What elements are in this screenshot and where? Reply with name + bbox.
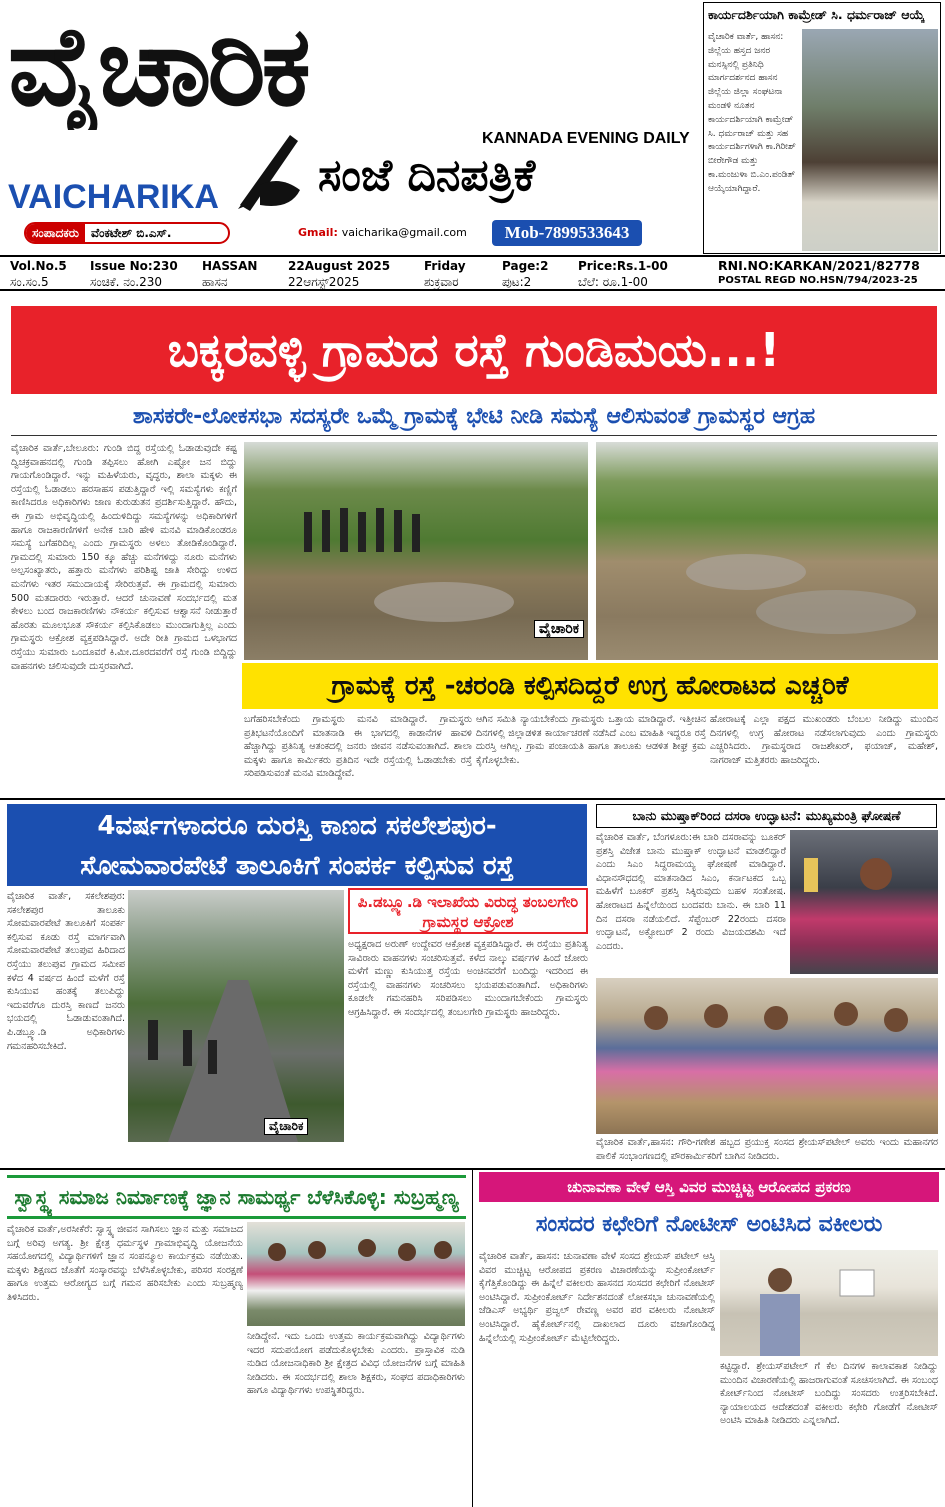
page-kn: ಪುಟ:2 (502, 275, 532, 289)
secretary-portrait (802, 29, 938, 251)
editor-badge (24, 222, 230, 244)
story1-column-4: ಹೋರಾಟಕ್ಕೆ ಎಲ್ಲಾ ಪಕ್ಷದ ಮುಖಂಡರು ಬೆಂಬಲ ನೀಡಿದ್ದು ಮುಂದಿನ ದಿನಗಳಲ್ಲಿ ಉಗ್ರ ಹೋರಾಟ ನಡೆಸಲಾಗುವುದು ಎಂದು ಗ್ರಾಮಸ್ಥರು ಎಚ್ಚರಿಸಿದರು. ಗ್ರಾಮಸ್ಥರಾದ ರಾಜಶೇಖರ್, ಫಯಾಜ್, ಮಹೇಶ್, ನಾಗರಾಜ್ ಮತ್ತಿತರರು ಹಾಜರಿದ್ದರು. (710, 714, 938, 766)
story4-column-1: ವೈಚಾರಿಕ ವಾರ್ತೆ,ಅರಸೀಕೆರೆ: ಸ್ವಾಸ್ಥ್ಯ ಜೀವನ ಸಾಗಿಸಲು ಜ್ಞಾನ ಮತ್ತು ಸಮಾಜದ ಬಗ್ಗೆ ಅರಿವು ಅಗತ್ಯ. ಶ್ರೀ ಕ್ಷೇತ್ರ ಧರ್ಮಸ್ಥಳ ಗ್ರಾಮಾಭಿವೃದ್ಧಿ ಯೋಜನೆಯ ಸಹಯೋಗದಲ್ಲಿ ವಿದ್ಯಾರ್ಥಿಗಳಿಗೆ ಜ್ಞಾನ ಸಂಪನ್ಮೂಲ ಕಾರ್ಯಕ್ರಮ ನಡೆಯಿತು. ಮಕ್ಕಳು ಶಿಕ್ಷಣದ ಜೊತೆಗೆ ಸಂಸ್ಕಾರವನ್ನು ಬೆಳೆಸಿಕೊಳ್ಳಬೇಕು, ಪರಿಸರ ಸಂರಕ್ಷಣೆ ಹಾಗೂ ಉತ್ತಮ ಆರೋಗ್ಯದ ಬಗ್ಗೆ ಗಮನ ಹರಿಸಬೇಕು ಎಂದು ಸುಬ್ರಹ್ಮಣ್ಯ ತಿಳಿಸಿದರು. (7, 1224, 243, 1303)
secretary-headline: ಕಾರ್ಯದರ್ಶಿಯಾಗಿ ಕಾಮ್ರೇಡ್ ಸಿ. ಧರ್ಮರಾಜ್ ಆಯ್ಕೆ (708, 7, 925, 22)
secretary-text: ವೈಚಾರಿಕ ವಾರ್ತೆ, ಹಾಸನ: ಜಿಲ್ಲೆಯ ಹಸ್ತದ ಜನರ ಮನಸ್ಸಿನಲ್ಲಿ ಪ್ರತಿನಿಧಿ ಮಾರ್ಗದರ್ಶನದ ಹಾಸನ ಜಿಲ್ಲೆಯ ಜಿಲ್ಲಾ ಸಂಘಟನಾ ಮಂಡಳಿ ನೂತನ ಕಾರ್ಯದರ್ಶಿಯಾಗಿ ಕಾಮ್ರೇಡ್ ಸಿ. ಧರ್ಮರಾಜ್ ಮತ್ತು ಸಹ ಕಾರ್ಯದರ್ಶಿಗಳಾಗಿ ಕಾ.ಗಿರೀಶ್ ಬೀರೇಗೌಡ ಮತ್ತು ಕಾ.ಮಂಜುಳಾ ಬಿ.ಎಂ.ಪಂಡಿತ್ ಆಯ್ಕೆಯಾಗಿದ್ದಾರೆ. (708, 32, 796, 194)
story2-headline-line1: 4ವರ್ಷಗಳಾದರೂ ದುರಸ್ತಿ ಕಾಣದ ಸಕಲೇಶಪುರ- (97, 811, 497, 841)
story3-headline: ಬಾನು ಮುಷ್ತಾಕ್‌ರಿಂದ ದಸರಾ ಉದ್ಘಾಟನೆ: ಮುಖ್ಯಮಂತ್ರಿ ಘೋಷಣೆ (596, 804, 937, 828)
story1-column-2: ಬಗೆಹರಿಸಬೇಕೆಂದು ಗ್ರಾಮಸ್ಥರು ಮನವಿ ಮಾಡಿದ್ದಾರೆ. ಗ್ರಾಮಸ್ಥರು ಪ್ರತಿಭಟನೆಯೊಂದಿಗೆ ಮಾತನಾಡಿ ಈ ಭಾಗದಲ್ಲಿ ಕಾಡಾನೆಗಳ ಹಾವಳಿ ಹೆಚ್ಚಾಗಿದ್ದು ಪ್ರತಿನಿತ್ಯ ಆತಂಕದಲ್ಲಿ ಜನರು ಜೀವನ ನಡೆಸುವಂತಾಗಿದೆ. ಶಾಲಾ ಮಕ್ಕಳು ಹಾಗೂ ಕಾರ್ಮಿಕರು ಪ್ರತಿದಿನ ಇದೇ ರಸ್ತೆಯಲ್ಲಿ ಓಡಾಡಬೇಕು ರಸ್ತೆ ಸರಿಪಡಿಸುವಂತೆ ಮನವಿ ಮಾಡಿದ್ದೇವೆ. (244, 714, 472, 780)
story5-column-1: ವೈಚಾರಿಕ ವಾರ್ತೆ, ಹಾಸನ: ಚುನಾವಣಾ ವೇಳೆ ಸಂಸದ ಶ್ರೇಯಸ್ ಪಟೇಲ್ ಆಸ್ತಿ ವಿವರ ಮುಚ್ಚಿಟ್ಟ ಆರೋಪದ ಪ್ರಕರಣ ವಿಚಾರಣೆಯನ್ನು ಸುಪ್ರೀಂಕೋರ್ಟ್ ಕೈಗೆತ್ತಿಕೊಂಡಿದ್ದು ಈ ಹಿನ್ನೆಲೆ ವಕೀಲರು ಹಾಸನದ ಸಂಸದರ ಕಛೇರಿಗೆ ನೋಟೀಸ್ ಅಂಟಿಸಿದ್ದಾರೆ. ಸುಪ್ರೀಂಕೋರ್ಟ್ ನಿರ್ದೇಶನದಂತೆ ಲೋಕಸಭಾ ಚುನಾವಣೆಯಲ್ಲಿ ಜೆಡಿಎಸ್ ಅಭ್ಯರ್ಥಿ ಪ್ರಜ್ವಲ್ ರೇವಣ್ಣ ಅವರ ಪರ ವಕೀಲರು ನೋಟೀಸ್ ಅಂಟಿಸಿದ್ದಾರೆ. ಹೈಕೋರ್ಟ್‌ನಲ್ಲಿ ದಾಖಲಾದ ದೂರು ವಜಾಗೊಂಡಿದ್ದ ಹಿನ್ನೆಲೆಯಲ್ಲಿ ಸುಪ್ರೀಂಕೋರ್ಟ್ ಮೆಟ್ಟಿಲೇರಿದ್ದರು. (479, 1251, 715, 1344)
vol-en: Vol.No.5 (10, 259, 67, 273)
place-en: HASSAN (202, 259, 258, 273)
story1-column-3: ಆಗಿನ ಸಮಿತಿ ನ್ಯಾಯಬೇಕೆಂದು ಗ್ರಾಮಸ್ಥರು ಒತ್ತಾಯ ಮಾಡಿದ್ದಾರೆ. ಇತ್ತೀಚಿನ ದಿನಗಳಲ್ಲಿ ಜಿಲ್ಲಾಡಳಿತ ಕಾರ್ಯಾಚರಣೆ ನಡೆಸಿದೆ ಎಂಬ ಮಾಹಿತಿ ಇದ್ದರೂ ರಸ್ತೆ ದುರಸ್ತಿ ಆಗಿಲ್ಲ. ಗ್ರಾಮ ಪಂಚಾಯತಿ ಹಾಗೂ ತಾಲೂಕು ಆಡಳಿತ ಶೀಘ್ರ ಕ್ರಮ ಕೈಗೊಳ್ಳಬೇಕು. (476, 714, 706, 766)
date-en: 22August 2025 (288, 259, 391, 273)
issue-info-bar (0, 255, 945, 291)
column-divider (472, 1170, 473, 1507)
postal-reg: POSTAL REGD NO.HSN/794/2023-25 (718, 275, 918, 286)
gmail-address[interactable]: vaicharika@gmail.com (341, 226, 467, 239)
story5-kicker: ಚುನಾವಣಾ ವೇಳೆ ಆಸ್ತಿ ವಿವರ ಮುಚ್ಚಿಟ್ಟ ಆರೋಪದ ಪ್ರಕರಣ (479, 1172, 939, 1202)
story5-headline: ಸಂಸದರ ಕಛೇರಿಗೆ ನೋಟೀಸ್ ಅಂಟಿಸಿದ ವಕೀಲರು (535, 1212, 883, 1237)
issue-en: Issue No:230 (90, 259, 178, 273)
story2-column-2: ಅಧ್ಯಕ್ಷರಾದ ಅರುಣ್ ಉದ್ದೇವರ ಆಕ್ರೋಶ ವ್ಯಕ್ತಪಡಿಸಿದ್ದಾರೆ. ಈ ರಸ್ತೆಯು ಪ್ರತಿನಿತ್ಯ ಸಾವಿರಾರು ವಾಹನಗಳು ಸಂಚರಿಸುತ್ತವೆ. ಕಳೆದ ನಾಲ್ಕು ವರ್ಷಗಳ ಹಿಂದೆ ಜೋರು ಮಳೆಗೆ ಮಣ್ಣು ಕುಸಿಯುತ್ತ ರಸ್ತೆಯ ಅಂಚಿನವರೆಗೆ ಬಂದಿದ್ದು ಇದರಿಂದ ಈ ರಸ್ತೆಯಲ್ಲಿ ವಾಹನಗಳು ಸಂಚರಿಸಲು ಭಯಪಡುವಂತಾಗಿದೆ. ಅಧಿಕಾರಿಗಳು ಕೂಡಲೇ ಗಮನಹರಿಸಿ ಸರಿಪಡಿಸಲು ಮುಂದಾಗಬೇಕೆಂದು ಗ್ರಾಮಸ್ಥರು ಆಗ್ರಹಿಸಿದ್ದಾರೆ. ಈ ಸಂದರ್ಭದಲ್ಲಿ ತಂಬಲಗೇರಿ ಗ್ರಾಮಸ್ಥರು ಹಾಜರಿದ್ದರು. (348, 939, 588, 1018)
gmail-line (298, 226, 467, 239)
story2-headline-line2: ಸೋಮವಾರಪೇಟೆ ತಾಲೂಕಿಗೆ ಸಂಪರ್ಕ ಕಲ್ಪಿಸುವ ರಸ್ತೆ (80, 851, 514, 881)
mobile-number: Mob-7899533643 (492, 220, 642, 246)
story3-photo-caption: ವೈಚಾರಿಕ ವಾರ್ತೆ,ಹಾಸನ: ಗೌರಿ-ಗಣೇಶ ಹಬ್ಬದ ಪ್ರಯುಕ್ತ ಸಂಸದ ಶ್ರೇಯಸ್‌ಪಟೇಲ್ ಅವರು ಇಂದು ಮಹಾನಗರ ಪಾಲಿಕೆ ಸಂಭಾಂಗಣದಲ್ಲಿ ಪೌರಕಾರ್ಮಿಕರಿಗೆ ಬಾಗಿನ ನೀಡಿದರು. (596, 1137, 938, 1162)
story1-photo-road (596, 442, 938, 660)
story1-subheadline: ಶಾಸಕರೇ-ಲೋಕಸಭಾ ಸದಸ್ಯರೇ ಒಮ್ಮೆ ಗ್ರಾಮಕ್ಕೆ ಭೇಟಿ ನೀಡಿ ಸಮಸ್ಯೆ ಆಲಿಸುವಂತೆ ಗ್ರಾಮಸ್ಥರ ಆಗ್ರಹ (11, 398, 937, 436)
price-kn: ಬೆಲೆ: ರೂ.1-00 (578, 275, 648, 289)
day-kn: ಶುಕ್ರವಾರ (424, 275, 459, 289)
story1-warning-bar: ಗ್ರಾಮಕ್ಕೆ ರಸ್ತೆ -ಚರಂಡಿ ಕಲ್ಪಿಸದಿದ್ದರೆ ಉಗ್ರ ಹೋರಾಟದ ಎಚ್ಚರಿಕೆ (242, 663, 938, 709)
story1-photo-villagers (244, 442, 588, 660)
story1-column-1: ವೈಚಾರಿಕ ವಾರ್ತೆ,ಬೇಲೂರು: ಗುಂಡಿ ಬಿದ್ದ ರಸ್ತೆಯಲ್ಲಿ ಓಡಾಡುವುದೇ ಕಷ್ಟ ದ್ವಿಚಕ್ರವಾಹನದಲ್ಲಿ ಗುಂಡಿ ತಪ್ಪಿಸಲು ಹೋಗಿ ಎಷ್ಟೋ ಜನ ಬಿದ್ದು ಗಾಯಗೊಂಡಿದ್ದಾರೆ. ಇನ್ನು ಮಹಿಳೆಯರು, ವೃದ್ಧರು, ಶಾಲಾ ಮಕ್ಕಳು ಈ ರಸ್ತೆಯಲ್ಲಿ ಓಡಾಡಲು ಹರಸಾಹಸ ಪಡುತ್ತಿದ್ದಾರೆ ಇಲ್ಲಿ ಸಮಸ್ಯೆಗಳು ಕಣ್ಣಿಗೆ ಕಾಣಿಸಿದರೂ ಅಧಿಕಾರಿಗಳು ಜಾಣ ಕುರುಡುತನ ಪ್ರದರ್ಶಿಸುತ್ತಿದ್ದಾರೆ. ಹೌದು, ಈ ಗ್ರಾಮ ಅಭಿವೃದ್ಧಿಯಲ್ಲಿ ಹಿಂದುಳಿದಿದ್ದು ಸಮಸ್ಯೆಗಳನ್ನು ಅಧಿಕಾರಿಗಳಿಗೆ ಹಾಗೂ ರಾಜಕಾರಣಿಗಳಿಗೆ ಅನೇಕ ಬಾರಿ ಹೇಳಿ ಮನವಿ ಮಾಡಿಕೊಂಡರೂ ಸಮಸ್ಯೆ ಬಗೆಹರಿದಿಲ್ಲ ಎಂದು ಗ್ರಾಮಸ್ಥರು ಅಳಲು ತೋಡಿಕೊಂಡಿದ್ದಾರೆ. ಗ್ರಾಮದಲ್ಲಿ ಸುಮಾರು 150 ಕ್ಕೂ ಹೆಚ್ಚು ಮನೆಗಳಿದ್ದು ನೂರು ಮನೆಗಳು ಅಲ್ಪಸಂಖ್ಯಾತರು, ಹತ್ತಾರು ಮನೆಗಳು ಪರಿಶಿಷ್ಟ ಜಾತಿ ಸೇರಿದ್ದು ಉಳಿದ ಮನೆಗಳು ಇತರ ಸಮುದಾಯಕ್ಕೆ ಸೇರಿರುತ್ತವೆ. ಈ ಗ್ರಾಮದಲ್ಲಿ ಸುಮಾರು 500 ಮತದಾರರು ಇರುತ್ತಾರೆ. ಆದರೆ ಚುನಾವಣೆ ಸಂದರ್ಭದಲ್ಲಿ ಮತ ಕೇಳಲು ಬಂದ ರಾಜಕಾರಣಿಗಳು ನೌಕರ್ಯ ಕಲ್ಪಿಸುವ ಆಶ್ವಾಸನೆ ನೀಡುತ್ತಾರೆ ಹೊರತು ಮೂಲಭೂತ ಸೌಕರ್ಯ ಕಲ್ಪಿಸಿಕೊಡಲು ಮುಂದಾಗುತ್ತಿಲ್ಲ ಎಂದು ಗ್ರಾಮಸ್ಥರು ಆಕ್ರೋಶ ವ್ಯಕ್ತಪಡಿಸಿದ್ದಾರೆ. ಅದೇ ರೀತಿ ಗ್ರಾಮದ ಒಳಭಾಗದ ರಸ್ತೆಯು ಸುಮಾರು ಒಂದೂವರೆ ಕಿ.ಮೀ.ದೂರದವರೆಗೆ ರಸ್ತೆ ಗುಂಡಿ ಬಿದ್ದಿದ್ದು ವಾಹನಗಳು ಚಲಿಸುವುದೇ ದುಸ್ತರವಾಗಿದೆ. (11, 443, 237, 672)
story5-column-2: ಕಟ್ಟಿದ್ದಾರೆ. ಶ್ರೇಯಸ್‌ಪಟೇಲ್ ಗೆ ಕೆಲ ದಿನಗಳ ಕಾಲಾವಕಾಶ ನೀಡಿದ್ದು ಮುಂದಿನ ವಿಚಾರಣೆಯಲ್ಲಿ ಹಾಜರಾಗುವಂತೆ ಸೂಚಿಸಲಾಗಿದೆ. ಈ ಸಂಬಂಧ ಕೋರ್ಟ್‌ನಿಂದ ನೋಟೀಸ್ ಬಂದಿದ್ದು ಸಂಸದರು ಉತ್ತರಿಸಬೇಕಿದೆ. ನ್ಯಾಯಾಲಯದ ಆದೇಶದಂತೆ ವಕೀಲರು ಕಛೇರಿ ಗೋಡೆಗೆ ನೋಟೀಸ್ ಅಂಟಿಸಿ ಮಾಹಿತಿ ನೀಡಿದರು ಎನ್ನಲಾಗಿದೆ. (720, 1361, 938, 1427)
story3-text: ವೈಚಾರಿಕ ವಾರ್ತೆ, ಬೆಂಗಳೂರು:ಈ ಬಾರಿ ದಸರಾವನ್ನು ಬೂಕರ್ ಪ್ರಶಸ್ತಿ ವಿಜೇತ ಬಾನು ಮುಷ್ತಾಕ್ ಉದ್ಘಾಟನೆ ಮಾಡಲಿದ್ದಾರೆ ಎಂದು ಸಿಎಂ ಸಿದ್ದರಾಮಯ್ಯ ಘೋಷಣೆ ಮಾಡಿದ್ದಾರೆ. ವಿಧಾನಸೌಧದಲ್ಲಿ ಮಾತನಾಡಿದ ಸಿಎಂ, ಕರ್ನಾಟಕದ ಒಬ್ಬ ಮಹಿಳೆಗೆ ಬೂಕರ್ ಪ್ರಶಸ್ತಿ ಸಿಕ್ಕಿರುವುದು ಬಹಳ ಸಂತೋಷ. ಹೋರಾಟದ ಹಿನ್ನೆಲೆಯಿಂದ ಬಂದವರು ಬಾನು. ಈ ಬಾರಿ 11 ದಿನ ದಸರಾ ನಡೆಯಲಿದೆ. ಸೆಪ್ಟೆಂಬರ್ 22ರಂದು ದಸರಾ ಉದ್ಘಾಟನೆ, ಅಕ್ಟೋಬರ್ 2 ರಂದು ವಿಜಯದಶಮಿ ಇದೆ ಎಂದರು. (596, 832, 786, 952)
story4-headline: ಸ್ವಾಸ್ಥ್ಯ ಸಮಾಜ ನಿರ್ಮಾಣಕ್ಕೆ ಜ್ಞಾನ ಸಾಮರ್ಥ್ಯ ಬೆಳೆಸಿಕೊಳ್ಳಿ: ಸುಬ್ರಹ್ಮಣ್ಯ (7, 1175, 466, 1219)
place-kn: ಹಾಸನ (202, 275, 228, 289)
story2-headline (7, 804, 587, 886)
issue-kn: ಸಂಚಿಕೆ. ನಂ.230 (90, 275, 162, 289)
section-divider (0, 798, 945, 800)
story2-pwd-box: ಪಿ.ಡಬ್ಲ್ಯೂ.ಡಿ ಇಲಾಖೆಯ ವಿರುದ್ಧ ತಂಬಲಗೇರಿ ಗ್ರಾಮಸ್ಥರ ಆಕ್ರೋಶ (348, 888, 588, 934)
price-en: Price:Rs.1-00 (578, 259, 668, 273)
gmail-label: Gmail: (298, 226, 338, 239)
story4-column-2: ನೀಡಿದ್ದೇನೆ. ಇದು ಒಂದು ಉತ್ತಮ ಕಾರ್ಯಕ್ರಮವಾಗಿದ್ದು ವಿದ್ಯಾರ್ಥಿಗಳು ಇದರ ಸದುಪಯೋಗ ಪಡೆದುಕೊಳ್ಳಬೇಕು ಎಂದರು. ಪ್ರಾಸ್ತಾವಿಕ ನುಡಿ ನುಡಿದ ಯೋಜನಾಧಿಕಾರಿ ಶ್ರೀ ಕ್ಷೇತ್ರದ ವಿವಿಧ ಯೋಜನೆಗಳ ಬಗ್ಗೆ ಮಾಹಿತಿ ನೀಡಿದರು. ಈ ಸಂದರ್ಭದಲ್ಲಿ ಶಾಲಾ ಶಿಕ್ಷಕರು, ಸಂಘದ ಪದಾಧಿಕಾರಿಗಳು ಹಾಗೂ ವಿದ್ಯಾರ್ಥಿಗಳು ಉಪಸ್ಥಿತರಿದ್ದರು. (247, 1331, 465, 1397)
story2-photo-road (128, 890, 344, 1142)
story2-column-1: ವೈಚಾರಿಕ ವಾರ್ತೆ, ಸಕಲೇಶಪುರ: ಸಕಲೇಶಪುರ ತಾಲೂಕು ಸೋಮವಾರಪೇಟೆ ತಾಲೂಕಿಗೆ ಸಂಪರ್ಕ ಕಲ್ಪಿಸುವ ಕೂಡು ರಸ್ತೆ ಮಾರ್ಗವಾಗಿ ಸೋಮವಾರಪೇಟೆ ತಲುಪುವ ಹಿರಿದಾದ ರಸ್ತೆಯು ತಲುಪುವ ಗ್ರಾಮದ ಸಮೀಪ ಕಳೆದ 4 ವರ್ಷದ ಹಿಂದೆ ಮಳೆಗೆ ರಸ್ತೆ ಕುಸಿಯುವ ಹಂತಕ್ಕೆ ತಲುಪಿದ್ದು ಇದುವರೆಗೂ ದುರಸ್ತಿ ಕಾಣದೆ ಜನರು ಭಯದಲ್ಲಿ ಓಡಾಡುವಂತಾಗಿದೆ. ಪಿ.ಡಬ್ಲ್ಯೂ.ಡಿ ಅಧಿಕಾರಿಗಳು ಗಮನಹರಿಸಬೇಕಿದೆ. (7, 891, 125, 1052)
story1-photo1-watermark: ವೈಚಾರಿಕ (534, 620, 584, 638)
vol-kn: ಸಂ.ಸಂ.5 (10, 275, 49, 289)
story4-photo-program (247, 1222, 465, 1326)
masthead-tagline-en: KANNADA EVENING DAILY (482, 130, 690, 147)
day-en: Friday (424, 259, 466, 273)
editor-label: ಸಂಪಾದಕರು (26, 224, 85, 242)
page-en: Page:2 (502, 259, 549, 273)
story5-photo-notice (720, 1250, 938, 1356)
story1-headline: ಬಕ್ಕರವಳ್ಳಿ ಗ್ರಾಮದ ರಸ್ತೆ ಗುಂಡಿಮಯ...! (11, 306, 937, 394)
date-kn: 22ಆಗಸ್ಟ್2025 (288, 275, 360, 289)
pen-hand-icon (230, 125, 310, 215)
masthead-tagline-kn: ಸಂಜೆ ದಿನಪತ್ರಿಕೆ (318, 150, 536, 201)
masthead-title: ವೈಚಾರಿಕ (8, 2, 308, 130)
story3-photo-bagina-event (596, 978, 938, 1134)
masthead-english-title: VAICHARIKA (8, 178, 219, 216)
secretary-news-box (703, 2, 941, 254)
story2-photo-watermark: ವೈಚಾರಿಕ (264, 1118, 308, 1135)
story3-photo-banu-mushtaq (790, 830, 938, 974)
rni-number: RNI.NO:KARKAN/2021/82778 (718, 258, 920, 273)
editor-name: ವೆಂಕಟೇಶ್ ಬಿ.ಎಸ್. (85, 224, 177, 242)
